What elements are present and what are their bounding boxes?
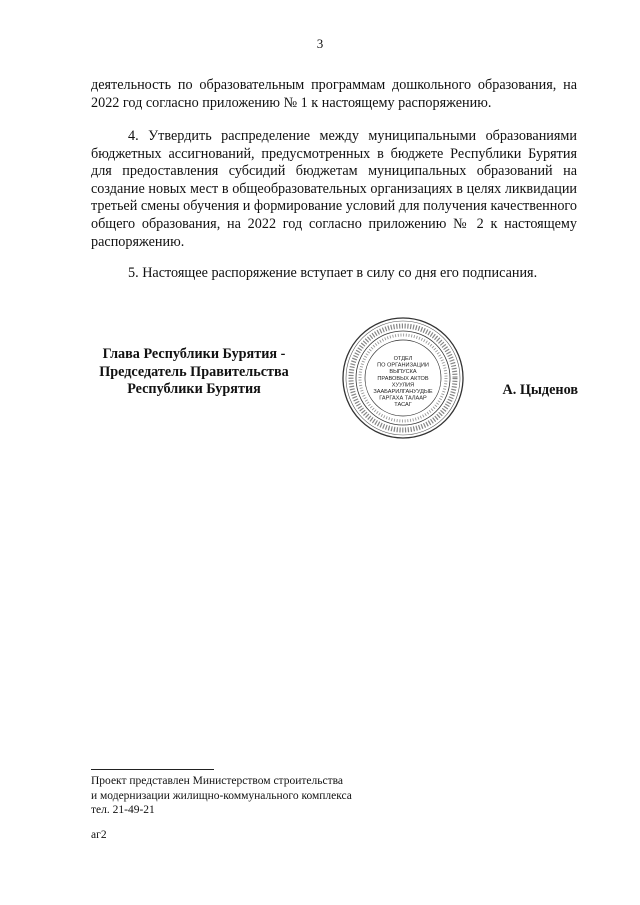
page-number: 3 [316,36,324,51]
footnote [91,774,352,818]
signatory-title-line-3: Республики Бурятия [127,381,261,398]
seal-text-line: ЗААБАРИЛГАНУУДЫЕ [373,389,433,395]
seal-text-line: ВЫПУСКА [389,369,417,376]
footnote-line-2: и модернизации жилищно-коммунального комплекса [91,789,352,802]
footnote-divider [91,769,214,770]
seal-text-line: ХУУЛИЯ [391,382,415,389]
signatory-name: А. Цыденов [502,382,578,398]
seal-text-line: ПО ОРГАНИЗАЦИИ [377,362,429,369]
signatory-title-line-1: Глава Республики Бурятия - [102,346,286,362]
seal-text-line: ТАСАГ [394,402,412,409]
signatory-title-line-2: Председатель Правительства [99,363,289,380]
paragraph-item-4: 4. Утвердить распределение между муниципальными образованиями бюджетных ассигнований, предусмотренных в бюджете Республики Бурятия для предоставления субсидий бюджетам муниципальных образований на создание новых мест в общеобразовательных организациях в целях ликвидации третьей смены обучения и формирование условий для получения качественного общего образования, на 2022 год согласно приложению № 2 к настоящему распоряжению. [91,128,577,250]
footnote-line-1: Проект представлен Министерством строительства [91,775,344,787]
seal-text-line: ОТДЕЛ [393,356,413,362]
reference-code: аг2 [91,829,107,841]
footnote-line-3: тел. 21-49-21 [91,804,155,816]
seal-text-line: ПРАВОВЫХ АКТОВ [377,375,429,382]
seal-text-line: ГАРГАХА ТАЛААР [379,395,427,402]
paragraph-continuation: деятельность по образовательным программам дошкольного образования, на 2022 год согласно приложению № 1 к настоящему распоряжению. [91,77,577,111]
paragraph-item-5: 5. Настоящее распоряжение вступает в силу со дня его подписания. [128,265,538,281]
official-seal [341,316,465,440]
signatory-title [80,346,308,399]
